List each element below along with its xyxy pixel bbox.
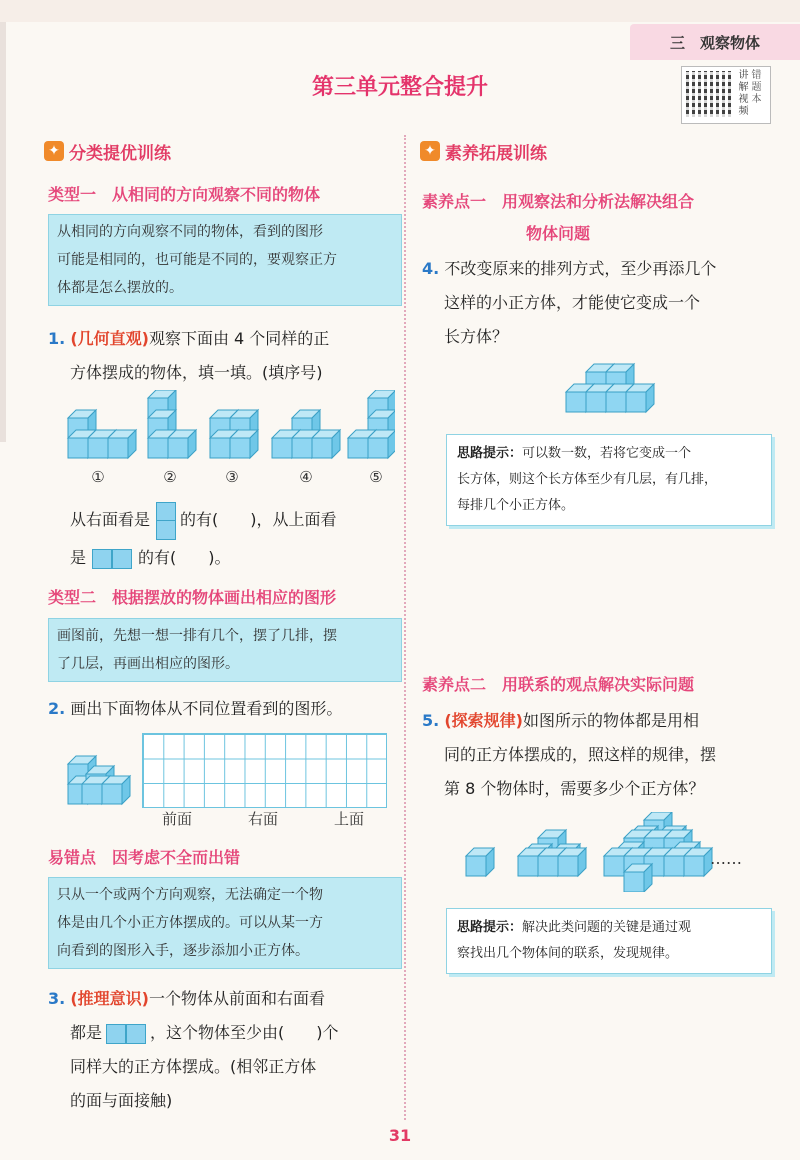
q4-figure	[562, 360, 672, 415]
page-title: 第三单元整合提升	[311, 75, 488, 100]
q1-answer-lines: 从右面看是 的有( )，从上面看 是 的有( )。	[70, 500, 400, 576]
q1-figures	[60, 390, 395, 490]
drawing-grid[interactable]	[142, 733, 387, 808]
figure-label-4: ④	[299, 468, 313, 486]
section-title: 分类提优训练	[69, 143, 171, 164]
type1-title: 类型一 从相同的方向观察不同的物体	[48, 185, 321, 204]
type3-tip: 只从一个或两个方向观察，无法确定一个物 体是由几个小正方体摆成的。可以从某一方 向看到的图形入手，逐步添加小正方体。	[48, 877, 402, 969]
column-divider	[404, 135, 406, 1120]
figure-label-2: ②	[163, 468, 177, 486]
section-title: 素养拓展训练	[445, 143, 547, 164]
q5-figure-2	[518, 830, 586, 876]
point2-title: 素养点二 用联系的观点解决实际问题	[422, 675, 695, 694]
chapter-tag: 三 观察物体	[630, 24, 800, 60]
page-number: 31	[388, 1126, 412, 1145]
q5-ellipsis: ……	[710, 849, 742, 868]
figure-label-5: ⑤	[369, 468, 383, 486]
grid-label-front: 前面	[162, 810, 193, 828]
grid-label-right: 右面	[248, 810, 279, 828]
figure-4	[272, 410, 340, 458]
figure-1	[68, 410, 136, 458]
q5-figures	[462, 812, 762, 892]
top-band	[0, 0, 800, 58]
point1-title: 素养点一 用观察法和分析法解决组合 物体问题	[422, 192, 695, 243]
q5-figure-3	[604, 812, 712, 892]
type1-tip: 从相同的方向观察不同的物体，看到的图形 可能是相同的，也可能是不同的，要观察正方 体都是怎么摆放的。	[48, 214, 402, 306]
top-view-shape	[92, 541, 132, 575]
type2-tip: 画图前，先想一想一排有几个，摆了几排，摆 了几层，再画出相应的图形。	[48, 618, 402, 682]
qr-label: 讲解视频 错题本	[738, 70, 762, 117]
question-5: 5. (探索规律)如图所示的物体都是用相 同的正方体摆成的，照这样的规律，摆 第 8 个物体时，需要多少个正方体？	[422, 711, 717, 798]
question-1: 1. (几何直观)观察下面由 4 个同样的正 方体摆成的物体，填一填。(填序号)	[48, 329, 330, 382]
left-section-header	[44, 135, 394, 167]
type2-title: 类型二 根据摆放的物体画出相应的图形	[48, 588, 337, 607]
figure-5	[348, 390, 395, 458]
type3-title: 易错点 因考虑不全而出错	[48, 848, 241, 867]
q5-figure-1	[466, 848, 494, 876]
figure-label-1: ①	[91, 468, 105, 486]
q4-hint: 思路提示：可以数一数，若将它变成一个 长方体，则这个长方体至少有几层，有几排， 每排几个小正方体。	[446, 434, 772, 526]
grid-label-top: 上面	[334, 810, 365, 828]
figure-label-3: ③	[225, 468, 239, 486]
section-badge-icon: ✦	[420, 141, 440, 161]
section-badge-icon: ✦	[44, 141, 64, 161]
question-4: 4. 不改变原来的排列方式，至少再添几个 这样的小正方体，才能使它变成一个 长方体？	[422, 259, 717, 346]
q2-figure	[64, 748, 134, 808]
right-section-header	[420, 135, 770, 167]
qr-icon	[686, 71, 732, 117]
qr-code[interactable]	[681, 66, 771, 124]
right-view-shape	[156, 502, 174, 538]
question-2: 2. 画出下面物体从不同位置看到的图形。	[48, 699, 343, 718]
question-3: 3. (推理意识)一个物体从前面和右面看 都是 ，这个物体至少由( )个 同样大的正方体摆成。(相邻正方体 的面与面接触)	[48, 989, 339, 1110]
figure-3	[210, 410, 258, 458]
figure-2	[148, 390, 196, 458]
q3-view-shape	[106, 1016, 146, 1050]
q5-hint: 思路提示：解决此类问题的关键是通过观 察找出几个物体间的联系，发现规律。	[446, 908, 772, 974]
